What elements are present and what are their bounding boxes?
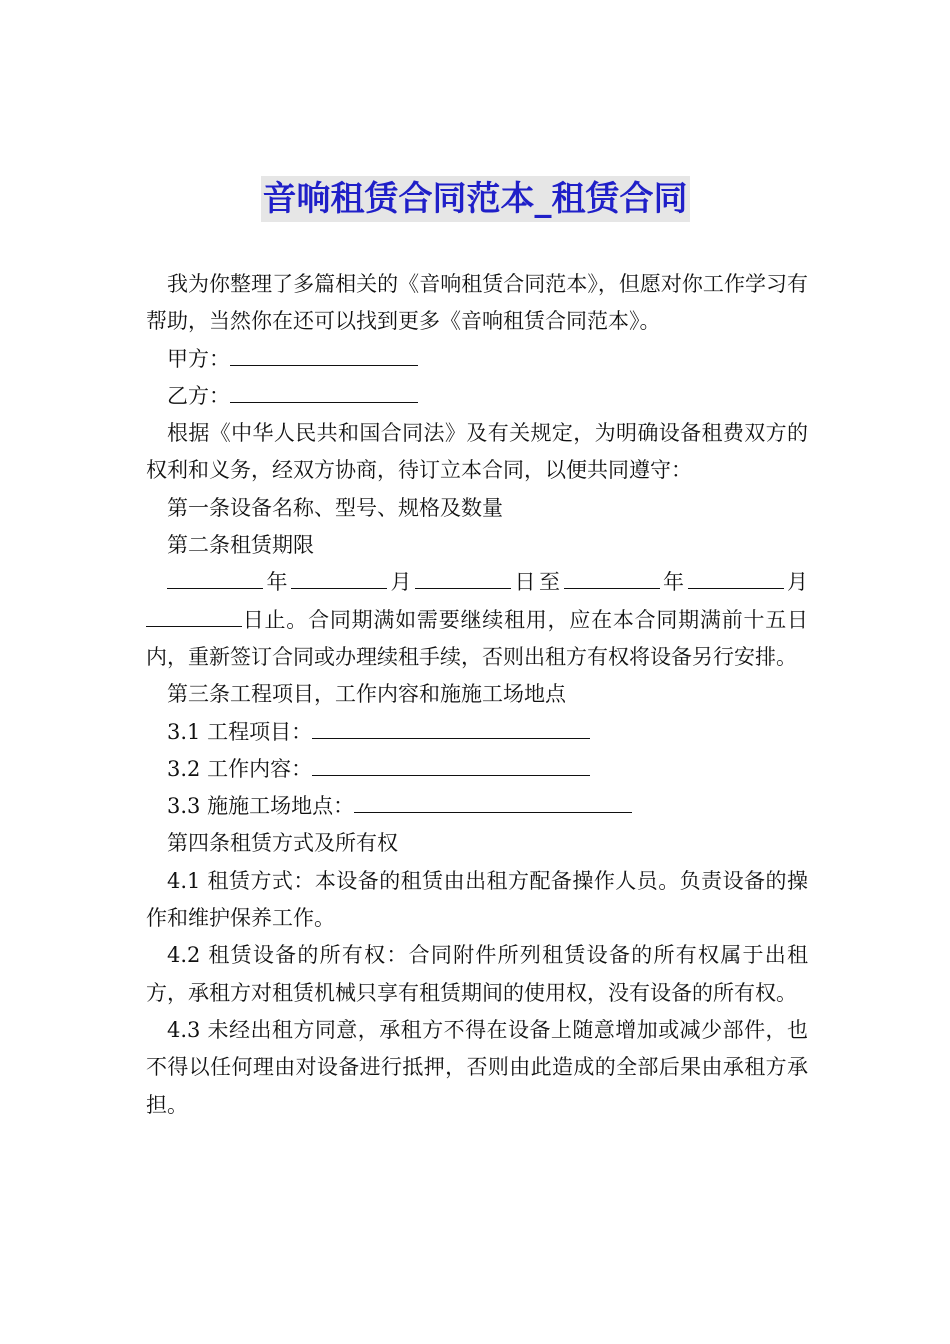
document-body — [146, 266, 808, 1124]
party-b-line — [146, 378, 808, 415]
section-3-3-blank — [354, 790, 632, 813]
party-a-line — [146, 341, 808, 378]
section-3-1-blank — [312, 716, 590, 739]
basis-paragraph: 根据《中华人民共和国合同法》及有关规定，为明确设备租费双方的权利和义务，经双方协商，待订立本合同，以便共同遵守： — [146, 421, 808, 483]
blank — [146, 604, 242, 627]
party-a-blank — [230, 343, 418, 366]
section-4-2: 4.2 租赁设备的所有权：合同附件所列租赁设备的所有权属于出租方，承租方对租赁机械只享有租赁期间的使用权，没有设备的所有权。 — [146, 943, 808, 1005]
party-b-blank — [230, 380, 418, 403]
blank — [564, 566, 660, 589]
section-3-2-blank — [312, 753, 590, 776]
blank — [688, 566, 784, 589]
blank — [291, 566, 387, 589]
section-3-3-label: 3.3 施施工场地点： — [167, 794, 355, 819]
article-4-heading: 第四条租赁方式及所有权 — [167, 831, 398, 856]
party-b-label: 乙方： — [167, 383, 230, 408]
intro-paragraph: 我为你整理了多篇相关的《音响租赁合同范本》，但愿对你工作学习有帮助，当然你在还可以找到更多《音响租赁合同范本》。 — [146, 272, 808, 334]
term-text: 日至 — [511, 570, 564, 595]
article-2-heading: 第二条租赁期限 — [167, 533, 314, 558]
blank — [167, 566, 263, 589]
section-3-1-label: 3.1 工程项目： — [167, 719, 313, 744]
lease-term-paragraph — [146, 564, 808, 676]
term-text: 月 — [783, 570, 808, 595]
document-title: 音响租赁合同范本_租赁合同 — [261, 176, 690, 222]
term-text: 年 — [659, 570, 688, 595]
article-1-heading: 第一条设备名称、型号、规格及数量 — [167, 495, 503, 520]
term-text: 年 — [263, 570, 291, 595]
term-text: 月 — [387, 570, 415, 595]
section-4-1: 4.1 租赁方式：本设备的租赁由出租方配备操作人员。负责设备的操作和维护保养工作。 — [146, 868, 808, 931]
blank — [415, 566, 511, 589]
section-3-2 — [146, 751, 808, 788]
title-wrap — [0, 176, 950, 222]
section-3-3 — [146, 788, 808, 825]
section-3-2-label: 3.2 工作内容： — [167, 756, 313, 781]
section-3-1 — [146, 714, 808, 751]
article-3-heading: 第三条工程项目，工作内容和施施工场地点 — [167, 682, 566, 707]
section-4-3: 4.3 未经出租方同意，承租方不得在设备上随意增加或减少部件，也不得以任何理由对设备进行抵押，否则由此造成的全部后果由承租方承担。 — [146, 1017, 808, 1117]
term-rest-text: 日止。合同期满如需要继续租用，应在本合同期满前十五日内，重新签订合同或办理续租手续，否则出租方有权将设备另行安排。 — [146, 607, 808, 669]
party-a-label: 甲方： — [167, 346, 230, 371]
